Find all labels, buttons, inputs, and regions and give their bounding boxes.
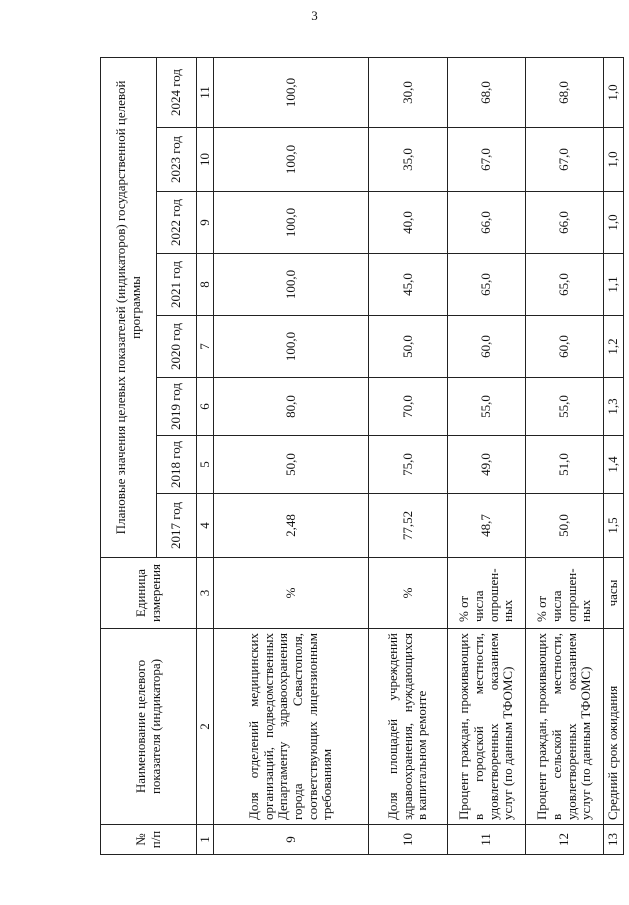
indicator-name: Средний срок ожидания	[604, 629, 624, 825]
indicator-name: Процент граждан, проживающих в сельской местности, удовлетворенных оказанием услуг (по данным ТФОМС)	[526, 629, 604, 825]
header-year: 2022 год	[157, 192, 197, 254]
row-num: 13	[604, 825, 624, 855]
column-index-row	[197, 57, 214, 854]
header-name: Наименование целевого показателя (индикатора)	[101, 629, 197, 825]
rotated-table-wrapper	[100, 58, 620, 855]
value-cell: 50,0	[369, 316, 448, 378]
value-cell: 49,0	[448, 436, 526, 494]
value-cell: 67,0	[448, 128, 526, 192]
table-row	[604, 57, 624, 854]
value-cell: 51,0	[526, 436, 604, 494]
indicator-unit: % от числа опрошен-ных	[448, 558, 526, 629]
value-cell: 100,0	[214, 57, 369, 127]
column-index: 1	[197, 825, 214, 855]
indicator-name: Процент граждан, проживающих в городской местности, удовлетворенных оказанием услуг (по данным ТФОМС)	[448, 629, 526, 825]
value-cell: 68,0	[448, 57, 526, 127]
header-year: 2018 год	[157, 436, 197, 494]
indicator-name: Доля площадей учреждений здравоохранения, нуждающихся в капитальном ремонте	[369, 629, 448, 825]
value-cell: 35,0	[369, 128, 448, 192]
page-number: 3	[311, 8, 318, 23]
value-cell: 60,0	[448, 316, 526, 378]
indicator-unit: часы	[604, 558, 624, 629]
row-num: 9	[214, 825, 369, 855]
value-cell: 66,0	[526, 192, 604, 254]
value-cell: 1,1	[604, 254, 624, 316]
row-num: 10	[369, 825, 448, 855]
value-cell: 60,0	[526, 316, 604, 378]
column-index: 10	[197, 128, 214, 192]
column-index: 4	[197, 494, 214, 558]
row-num: 12	[526, 825, 604, 855]
value-cell: 66,0	[448, 192, 526, 254]
header-year: 2023 год	[157, 128, 197, 192]
value-cell: 80,0	[214, 378, 369, 436]
value-cell: 65,0	[526, 254, 604, 316]
rotated-table-inner	[100, 58, 620, 855]
value-cell: 55,0	[448, 378, 526, 436]
table-row	[369, 57, 448, 854]
indicators-table	[100, 57, 624, 855]
column-index: 9	[197, 192, 214, 254]
value-cell: 100,0	[214, 254, 369, 316]
table-row	[448, 57, 526, 854]
column-index: 3	[197, 558, 214, 629]
value-cell: 1,4	[604, 436, 624, 494]
table-row	[526, 57, 604, 854]
value-cell: 48,7	[448, 494, 526, 558]
value-cell: 40,0	[369, 192, 448, 254]
header-num: № п/п	[101, 825, 197, 855]
value-cell: 50,0	[526, 494, 604, 558]
header-year: 2019 год	[157, 378, 197, 436]
indicator-name: Доля отделений медицинских организаций, подведомственных Департаменту здравоохранения города Севастополя, соответствующих лицензионным требованиям	[214, 629, 369, 825]
value-cell: 77,52	[369, 494, 448, 558]
indicator-unit: %	[214, 558, 369, 629]
column-index: 8	[197, 254, 214, 316]
indicator-unit: %	[369, 558, 448, 629]
value-cell: 70,0	[369, 378, 448, 436]
value-cell: 30,0	[369, 57, 448, 127]
header-year: 2021 год	[157, 254, 197, 316]
row-num: 11	[448, 825, 526, 855]
value-cell: 65,0	[448, 254, 526, 316]
table-row	[214, 57, 369, 854]
value-cell: 100,0	[214, 316, 369, 378]
header-year: 2017 год	[157, 494, 197, 558]
value-cell: 100,0	[214, 128, 369, 192]
value-cell: 1,5	[604, 494, 624, 558]
header-planned: Плановые значения целевых показателей (индикаторов) государственной целевой программы	[101, 57, 157, 557]
value-cell: 1,0	[604, 192, 624, 254]
value-cell: 55,0	[526, 378, 604, 436]
value-cell: 75,0	[369, 436, 448, 494]
column-index: 7	[197, 316, 214, 378]
value-cell: 68,0	[526, 57, 604, 127]
column-index: 6	[197, 378, 214, 436]
value-cell: 67,0	[526, 128, 604, 192]
indicator-unit: % от числа опрошен-ных	[526, 558, 604, 629]
header-year: 2024 год	[157, 57, 197, 127]
header-row-top	[101, 57, 157, 854]
column-index: 5	[197, 436, 214, 494]
column-index: 11	[197, 57, 214, 127]
value-cell: 1,2	[604, 316, 624, 378]
value-cell: 50,0	[214, 436, 369, 494]
header-year: 2020 год	[157, 316, 197, 378]
value-cell: 1,3	[604, 378, 624, 436]
value-cell: 100,0	[214, 192, 369, 254]
value-cell: 1,0	[604, 57, 624, 127]
value-cell: 45,0	[369, 254, 448, 316]
column-index: 2	[197, 629, 214, 825]
value-cell: 1,0	[604, 128, 624, 192]
value-cell: 2,48	[214, 494, 369, 558]
header-unit: Единица измерения	[101, 558, 197, 629]
